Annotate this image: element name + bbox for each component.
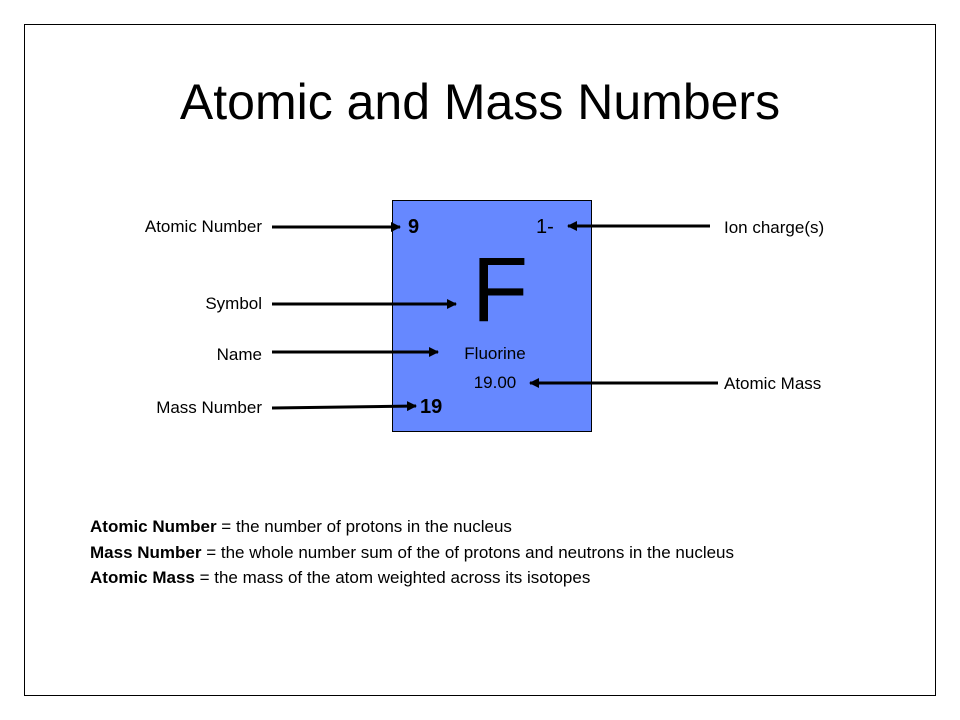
label-symbol: Symbol xyxy=(205,294,262,313)
definition-text: = the mass of the atom weighted across its isotopes xyxy=(194,568,591,587)
definitions-block xyxy=(90,514,734,591)
tile-atomic-mass: 19.00 xyxy=(473,373,517,392)
definition-atomic-number xyxy=(90,514,734,540)
tile-atomic-number: 9 xyxy=(408,216,420,238)
label-atomic-mass: Atomic Mass xyxy=(724,374,822,393)
label-atomic-number: Atomic Number xyxy=(144,217,262,236)
slide-title: Atomic and Mass Numbers xyxy=(179,74,781,130)
tile-symbol: F xyxy=(471,239,529,341)
definition-term: Atomic Number xyxy=(90,517,217,536)
definition-term: Atomic Mass xyxy=(90,568,195,587)
tile-name: Fluorine xyxy=(464,344,526,363)
label-mass-number: Mass Number xyxy=(156,398,262,417)
label-name: Name xyxy=(216,345,262,364)
definition-atomic-mass xyxy=(90,565,734,591)
definition-text: = the number of protons in the nucleus xyxy=(216,517,512,536)
arrow-mass-number xyxy=(272,406,416,408)
definition-mass-number xyxy=(90,540,734,566)
tile-ion-charge: 1- xyxy=(536,216,554,238)
definition-term: Mass Number xyxy=(90,542,202,562)
definition-text: = the whole number sum of the of protons and neutrons in the nucleus xyxy=(201,542,735,562)
tile-mass-number: 19 xyxy=(420,396,443,418)
label-ion-charge: Ion charge(s) xyxy=(724,218,825,237)
